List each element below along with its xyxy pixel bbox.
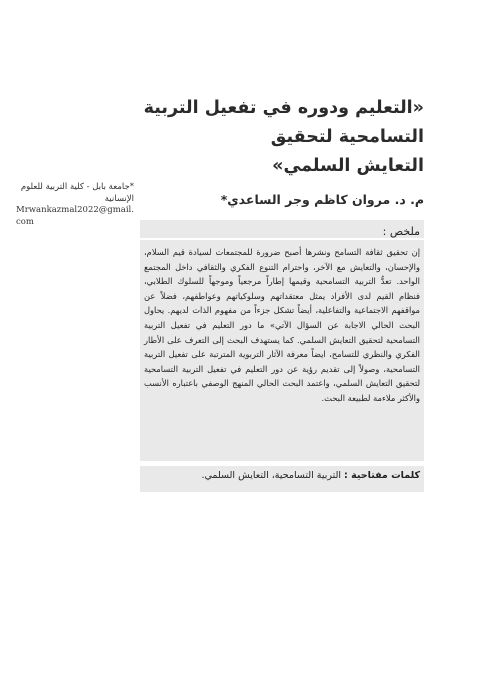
keywords-label: كلمات مفتاحية : <box>344 470 420 481</box>
title-line: التعايش السلمي» <box>272 156 424 176</box>
keywords-box <box>140 466 424 492</box>
author-email: Mrwankazmal2022@gmail.com <box>16 205 134 227</box>
title-line: التسامحية لتحقيق <box>270 127 424 147</box>
author-name: م. د. مروان كاظم وجر الساعدي* <box>220 192 424 207</box>
abstract-box <box>140 240 424 461</box>
abstract-heading-bar <box>140 220 424 238</box>
title-line: «التعليم ودوره في تفعيل التربية <box>143 98 424 118</box>
abstract-text: إن تحقيق ثقافة التسامح ونشرها أصبح ضرورة للمجتمعات لسيادة قيم السلام، والإحسان، والتعايش مع الآخر، واحترام التنوع الفكري والثقافي داخل المجتمع الواحد. تعدُّ التربية التسامحية وقيمها إطاراً مرجعياً وموجهاً للسلوك الطلابي، فنظام القيم لدى الأفراد يمثل معتقداتهم وسلوكياتهم وعواطفهم، فضلاً عن مواقفهم الاجتماعية والتفاعلية، أيضاً تشكل جزءاً من مفهوم الذات لديهم. يحاول البحث الحالي الاجابة عن السؤال الآتي» ما دور التعليم في تفعيل التربية التسامحية لتحقيق التعايش السلمي. كما يستهدف البحث إلى التعرف على الأطار الفكري والنظري للتسامح، ايضاً معرفة الآثار التربوية المترتبة على تفعيل التربية التسامحية، وصولاً إلى تقديم رؤية عن دور التعليم في تفعيل التربية التسامحية لتحقيق التعايش السلمي، واعتمد البحث الحالي المنهج الوصفي باعتباره الأنسب والأكثر ملاءمة لطبيعة البحث. <box>144 247 420 403</box>
abstract-heading: ملخص : <box>382 225 420 238</box>
keywords-value: التربية التسامحية، التعايش السلمي. <box>201 470 345 481</box>
paper-title <box>143 94 424 181</box>
author-affiliation <box>16 182 134 228</box>
affiliation-institution: *جامعة بابل - كلية التربية للعلوم الإنسانية <box>20 182 134 204</box>
